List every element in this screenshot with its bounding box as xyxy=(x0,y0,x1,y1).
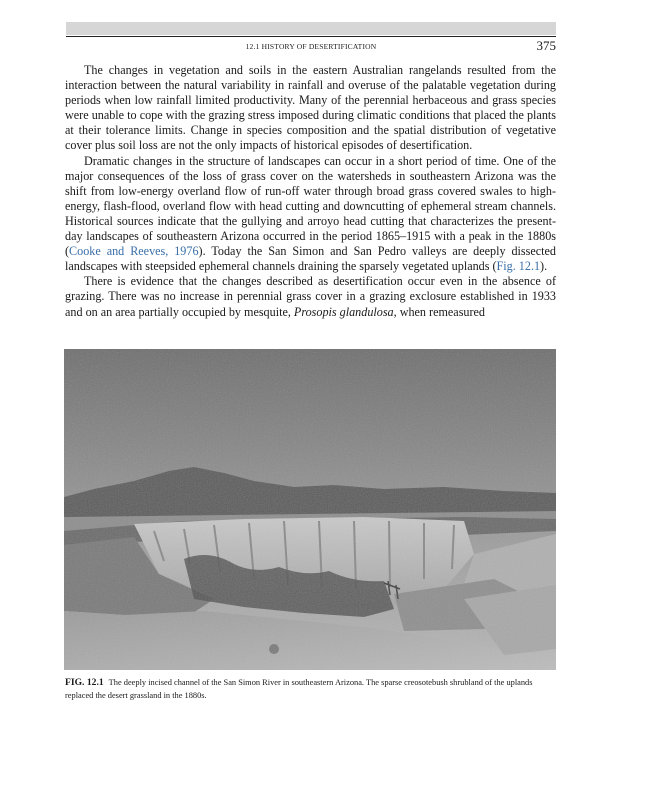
page-number: 375 xyxy=(536,38,556,53)
citation-link[interactable]: Cooke and Reeves, 1976 xyxy=(69,244,199,259)
body-text xyxy=(65,63,556,320)
paragraph-2-text-before: Dramatic changes in the structure of landscapes can occur in a short period of time. One of the major consequences of the loss of grass cover on the watersheds in southeastern Arizona was the shift from low-energy overland flow of run-off water through broad grass covered swales to high-energy, flash-flood, overland flow with head cutting and downcutting of ephemeral stream channels. Historical sources indicate that the gullying and arroyo head cutting that characterizes the present-day landscapes of southeastern Arizona occurred in the period 1865–1915 with a peak in the 1880s ( xyxy=(65,153,556,259)
paragraph-2 xyxy=(65,154,556,275)
figure-caption-text: The deeply incised channel of the San Simon River in southeastern Arizona. The sparse creosotebush shrubland of the uplands replaced the desert grassland in the 1880s. xyxy=(65,678,533,700)
running-head xyxy=(66,38,556,54)
paragraph-3 xyxy=(65,274,556,319)
header-rule xyxy=(66,36,556,37)
paragraph-1 xyxy=(65,63,556,154)
paragraph-3-text-before: There is evidence that the changes described as desertification occur even in the absence of grazing. There was no increase in perennial grass cover in a grazing exclosure established in 1933 and on an area partially occupied by mesquite, xyxy=(65,274,556,319)
header-bar xyxy=(66,22,556,35)
paragraph-2-text-middle: ). Today the San Simon and San Pedro valleys are deeply dissected landscapes with steepsided ephemeral channels draining the sparsely vegetated uplands ( xyxy=(65,244,556,274)
paragraph-2-text-after: ). xyxy=(540,259,548,274)
section-title: 12.1 HISTORY OF DESERTIFICATION xyxy=(245,42,377,51)
foreground-shrub xyxy=(269,644,279,654)
paragraph-3-text-after: , when remeasured xyxy=(393,304,485,319)
species-name: Prosopis glandulosa xyxy=(293,304,394,319)
paragraph-1-text: The changes in vegetation and soils in the eastern Australian rangelands resulted from the interaction between the natural variability in rainfall and overuse of the palatable vegetation during periods when low rainfall limited productivity. Many of the perennial herbaceous and grass species were unable to cope with the grazing stress imposed during climatic conditions that placed the plants at their tolerance limits. Change in species composition and the spatial distribution of vegetative cover plus soil loss are not the only impacts of historical episodes of desertification. xyxy=(65,63,556,153)
figure-photo xyxy=(64,349,556,670)
figure-reference-link[interactable]: Fig. 12.1 xyxy=(496,259,541,274)
arroyo-photograph xyxy=(64,349,556,670)
figure-caption xyxy=(65,677,556,702)
figure-label: FIG. 12.1 xyxy=(65,677,104,688)
